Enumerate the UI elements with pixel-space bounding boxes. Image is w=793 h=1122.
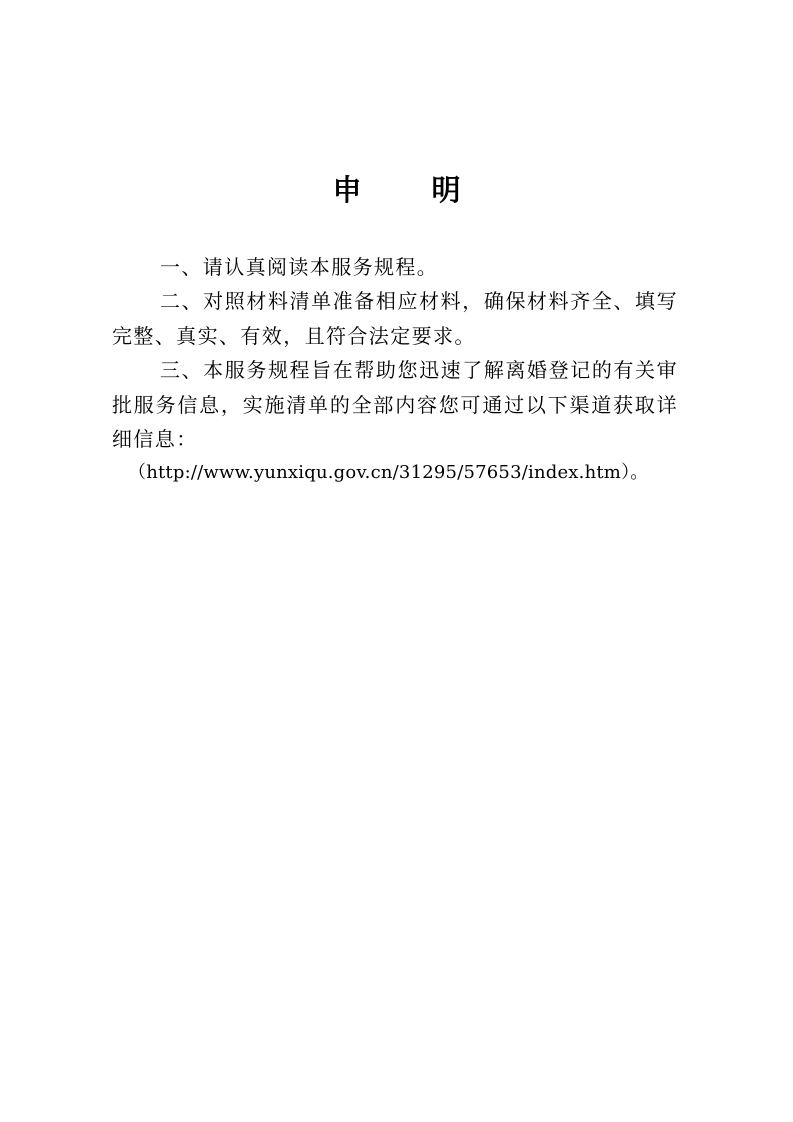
statement-item-3: 三、本服务规程旨在帮助您迅速了解离婚登记的有关审批服务信息，实施清单的全部内容您可通过以下渠道获取详细信息： xyxy=(112,358,678,452)
page-title: 申 明 xyxy=(332,173,491,207)
statement-body xyxy=(112,250,678,491)
statement-item-1: 一、请认真阅读本服务规程。 xyxy=(160,255,439,279)
statement-item-2: 二、对照材料清单准备相应材料，确保材料齐全、填写完整、真实、有效，且符合法定要求。 xyxy=(112,289,678,348)
reference-url: （http://www.yunxiqu.gov.cn/31295/57653/index.htm）。 xyxy=(128,462,649,484)
